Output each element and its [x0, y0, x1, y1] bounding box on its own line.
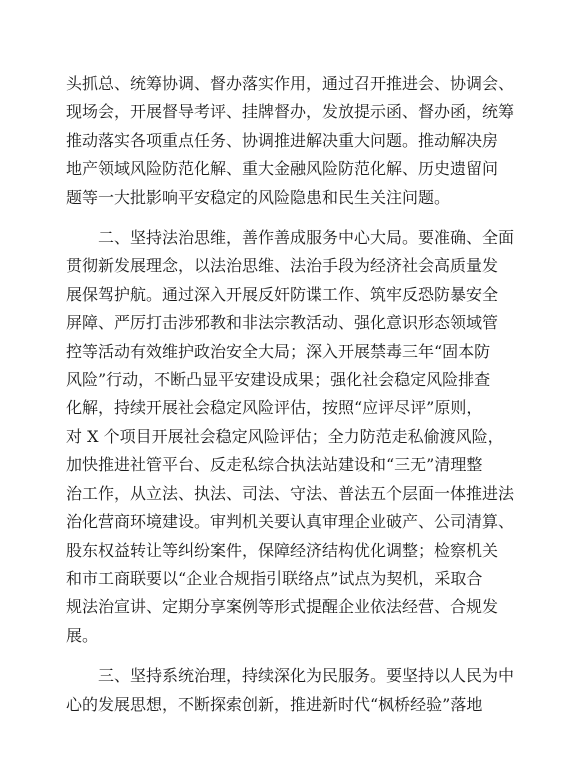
text-line: 风险”行动，不断凸显平安建设成果；强化社会稳定风险排查 — [66, 370, 491, 390]
text-line: 化解，持续开展社会稳定风险评估，按照“应评尽评”原则， — [66, 398, 483, 418]
paragraph-1 — [66, 70, 526, 212]
text-line: 加快推进社管平台、反走私综合执法站建设和“三无”清理整 — [66, 455, 483, 475]
paragraph-3 — [66, 662, 526, 719]
text-line: 展保驾护航。通过深入开展反奸防谍工作、筑牢反恐防暴安全 — [66, 284, 499, 304]
paragraph-2 — [66, 224, 526, 650]
text-line: 三、坚持系统治理，持续深化为民服务。要坚持以人民为中 — [98, 666, 515, 686]
text-line: 和市工商联要以“企业合规指引联络点”试点为契机，采取合 — [66, 568, 483, 588]
text-line: 心的发展思想，不断探索创新，推进新时代“枫桥经验”落地 — [66, 694, 483, 714]
text-line: 推动落实各项重点任务、协调推进解决重大问题。推动解决房 — [66, 130, 499, 150]
text-line: 二、坚持法治思维，善作善成服务中心大局。要准确、全面 — [98, 228, 515, 248]
text-line: 贯彻新发展理念，以法治思维、法治手段为经济社会高质量发 — [66, 256, 499, 276]
text-line: 题等一大批影响平安稳定的风险隐患和民生关注问题。 — [66, 187, 451, 207]
text-line: 治工作，从立法、执法、司法、守法、普法五个层面一体推进法 — [66, 483, 515, 503]
text-line: 现场会，开展督导考评、挂牌督办，发放提示函、督办函，统筹 — [66, 102, 515, 122]
text-line: 对 X 个项目开展社会稳定风险评估；全力防范走私偷渡风险， — [66, 426, 504, 446]
text-line: 地产领域风险防范化解、重大金融风险防范化解、历史遗留问 — [66, 159, 499, 179]
text-line: 治化营商环境建设。审判机关要认真审理企业破产、公司清算、 — [66, 512, 515, 532]
text-line: 头抓总、统筹协调、督办落实作用，通过召开推进会、协调会、 — [66, 74, 515, 93]
text-line: 控等活动有效维护政治安全大局；深入开展禁毒三年“固本防 — [66, 341, 491, 361]
text-line: 展。 — [66, 625, 99, 645]
text-line: 屏障、严厉打击涉邪教和非法宗教活动、强化意识形态领域管 — [66, 313, 499, 333]
text-line: 规法治宣讲、定期分享案例等形式提醒企业依法经营、合规发 — [66, 597, 499, 617]
text-line: 股东权益转让等纠纷案件，保障经济结构优化调整；检察机关 — [66, 540, 499, 560]
